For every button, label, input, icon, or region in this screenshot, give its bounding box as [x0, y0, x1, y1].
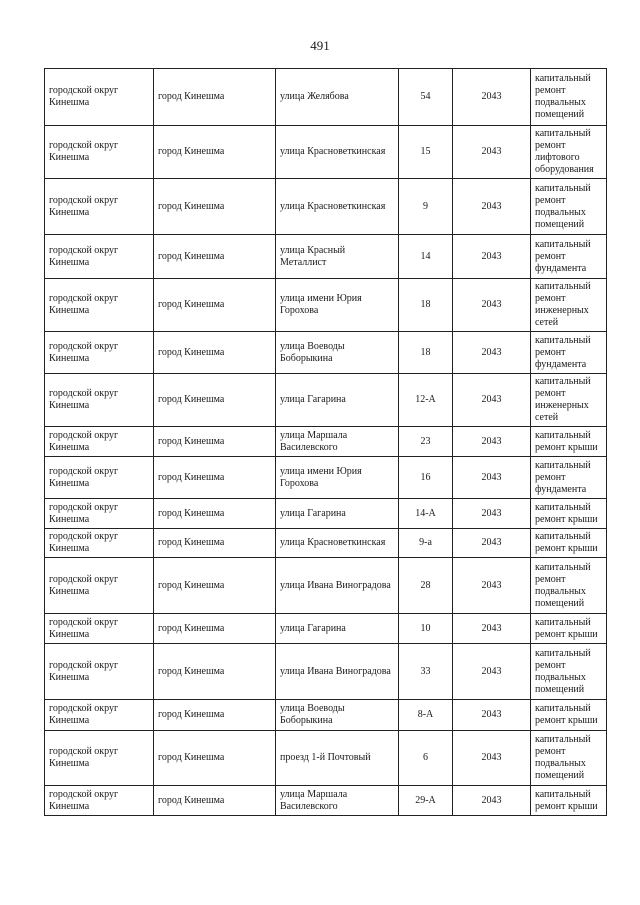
city-cell: город Кинешма — [154, 558, 276, 614]
district-cell: городской округ Кинешма — [45, 644, 154, 700]
district-cell: городской округ Кинешма — [45, 279, 154, 332]
year-cell: 2043 — [453, 69, 531, 126]
house-number-cell: 14-А — [399, 499, 453, 529]
street-cell: улица Ивана Виноградова — [276, 558, 399, 614]
city-cell: город Кинешма — [154, 69, 276, 126]
city-cell: город Кинешма — [154, 279, 276, 332]
street-cell: улица Ивана Виноградова — [276, 644, 399, 700]
table-row — [45, 786, 607, 816]
city-cell: город Кинешма — [154, 614, 276, 644]
house-number-cell: 29-А — [399, 786, 453, 816]
table-row — [45, 235, 607, 279]
table-row — [45, 529, 607, 558]
house-number-cell: 9 — [399, 179, 453, 235]
district-cell: городской округ Кинешма — [45, 700, 154, 731]
street-cell: улица Маршала Василевского — [276, 786, 399, 816]
work-type-cell: капитальный ремонт инженерных сетей — [531, 279, 607, 332]
year-cell: 2043 — [453, 644, 531, 700]
house-number-cell: 54 — [399, 69, 453, 126]
city-cell: город Кинешма — [154, 235, 276, 279]
city-cell: город Кинешма — [154, 731, 276, 786]
house-number-cell: 9-а — [399, 529, 453, 558]
city-cell: город Кинешма — [154, 427, 276, 457]
table-row — [45, 126, 607, 179]
district-cell: городской округ Кинешма — [45, 558, 154, 614]
work-type-cell: капитальный ремонт лифтового оборудования — [531, 126, 607, 179]
house-number-cell: 6 — [399, 731, 453, 786]
table-row — [45, 427, 607, 457]
street-cell: улица Красный Металлист — [276, 235, 399, 279]
work-type-cell: капитальный ремонт крыши — [531, 700, 607, 731]
house-number-cell: 33 — [399, 644, 453, 700]
district-cell: городской округ Кинешма — [45, 731, 154, 786]
street-cell: улица Желябова — [276, 69, 399, 126]
work-type-cell: капитальный ремонт подвальных помещений — [531, 644, 607, 700]
district-cell: городской округ Кинешма — [45, 332, 154, 374]
district-cell: городской округ Кинешма — [45, 786, 154, 816]
table-row — [45, 279, 607, 332]
city-cell: город Кинешма — [154, 374, 276, 427]
year-cell: 2043 — [453, 235, 531, 279]
district-cell: городской округ Кинешма — [45, 614, 154, 644]
year-cell: 2043 — [453, 558, 531, 614]
house-number-cell: 14 — [399, 235, 453, 279]
street-cell: проезд 1-й Почтовый — [276, 731, 399, 786]
city-cell: город Кинешма — [154, 499, 276, 529]
street-cell: улица Красноветкинская — [276, 126, 399, 179]
table-row — [45, 700, 607, 731]
year-cell: 2043 — [453, 427, 531, 457]
table-row — [45, 179, 607, 235]
work-type-cell: капитальный ремонт подвальных помещений — [531, 69, 607, 126]
work-type-cell: капитальный ремонт подвальных помещений — [531, 731, 607, 786]
house-number-cell: 23 — [399, 427, 453, 457]
city-cell: город Кинешма — [154, 179, 276, 235]
year-cell: 2043 — [453, 529, 531, 558]
street-cell: улица имени Юрия Горохова — [276, 279, 399, 332]
year-cell: 2043 — [453, 614, 531, 644]
year-cell: 2043 — [453, 279, 531, 332]
table-row — [45, 614, 607, 644]
city-cell: город Кинешма — [154, 332, 276, 374]
city-cell: город Кинешма — [154, 700, 276, 731]
work-type-cell: капитальный ремонт фундамента — [531, 457, 607, 499]
district-cell: городской округ Кинешма — [45, 179, 154, 235]
district-cell: городской округ Кинешма — [45, 499, 154, 529]
house-number-cell: 15 — [399, 126, 453, 179]
city-cell: город Кинешма — [154, 457, 276, 499]
district-cell: городской округ Кинешма — [45, 374, 154, 427]
house-number-cell: 8-А — [399, 700, 453, 731]
work-type-cell: капитальный ремонт инженерных сетей — [531, 374, 607, 427]
table-row — [45, 731, 607, 786]
repair-schedule-table — [44, 68, 607, 816]
district-cell: городской округ Кинешма — [45, 427, 154, 457]
district-cell: городской округ Кинешма — [45, 457, 154, 499]
house-number-cell: 10 — [399, 614, 453, 644]
work-type-cell: капитальный ремонт крыши — [531, 427, 607, 457]
house-number-cell: 16 — [399, 457, 453, 499]
table-row — [45, 69, 607, 126]
street-cell: улица Маршала Василевского — [276, 427, 399, 457]
city-cell: город Кинешма — [154, 529, 276, 558]
house-number-cell: 28 — [399, 558, 453, 614]
work-type-cell: капитальный ремонт подвальных помещений — [531, 558, 607, 614]
year-cell: 2043 — [453, 457, 531, 499]
work-type-cell: капитальный ремонт подвальных помещений — [531, 179, 607, 235]
work-type-cell: капитальный ремонт крыши — [531, 786, 607, 816]
work-type-cell: капитальный ремонт крыши — [531, 614, 607, 644]
table-row — [45, 558, 607, 614]
work-type-cell: капитальный ремонт крыши — [531, 529, 607, 558]
street-cell: улица Воеводы Боборыкина — [276, 700, 399, 731]
city-cell: город Кинешма — [154, 786, 276, 816]
street-cell: улица Красноветкинская — [276, 179, 399, 235]
year-cell: 2043 — [453, 700, 531, 731]
table-row — [45, 332, 607, 374]
table-row — [45, 374, 607, 427]
year-cell: 2043 — [453, 332, 531, 374]
street-cell: улица Гагарина — [276, 499, 399, 529]
street-cell: улица имени Юрия Горохова — [276, 457, 399, 499]
page-number: 491 — [310, 38, 330, 53]
house-number-cell: 12-А — [399, 374, 453, 427]
year-cell: 2043 — [453, 499, 531, 529]
work-type-cell: капитальный ремонт фундамента — [531, 332, 607, 374]
street-cell: улица Красноветкинская — [276, 529, 399, 558]
street-cell: улица Воеводы Боборыкина — [276, 332, 399, 374]
year-cell: 2043 — [453, 126, 531, 179]
district-cell: городской округ Кинешма — [45, 529, 154, 558]
city-cell: город Кинешма — [154, 644, 276, 700]
year-cell: 2043 — [453, 731, 531, 786]
year-cell: 2043 — [453, 374, 531, 427]
table-row — [45, 499, 607, 529]
work-type-cell: капитальный ремонт крыши — [531, 499, 607, 529]
table-row — [45, 644, 607, 700]
street-cell: улица Гагарина — [276, 374, 399, 427]
house-number-cell: 18 — [399, 332, 453, 374]
work-type-cell: капитальный ремонт фундамента — [531, 235, 607, 279]
district-cell: городской округ Кинешма — [45, 235, 154, 279]
district-cell: городской округ Кинешма — [45, 126, 154, 179]
year-cell: 2043 — [453, 179, 531, 235]
city-cell: город Кинешма — [154, 126, 276, 179]
table-body — [45, 69, 607, 816]
street-cell: улица Гагарина — [276, 614, 399, 644]
year-cell: 2043 — [453, 786, 531, 816]
house-number-cell: 18 — [399, 279, 453, 332]
district-cell: городской округ Кинешма — [45, 69, 154, 126]
table-row — [45, 457, 607, 499]
